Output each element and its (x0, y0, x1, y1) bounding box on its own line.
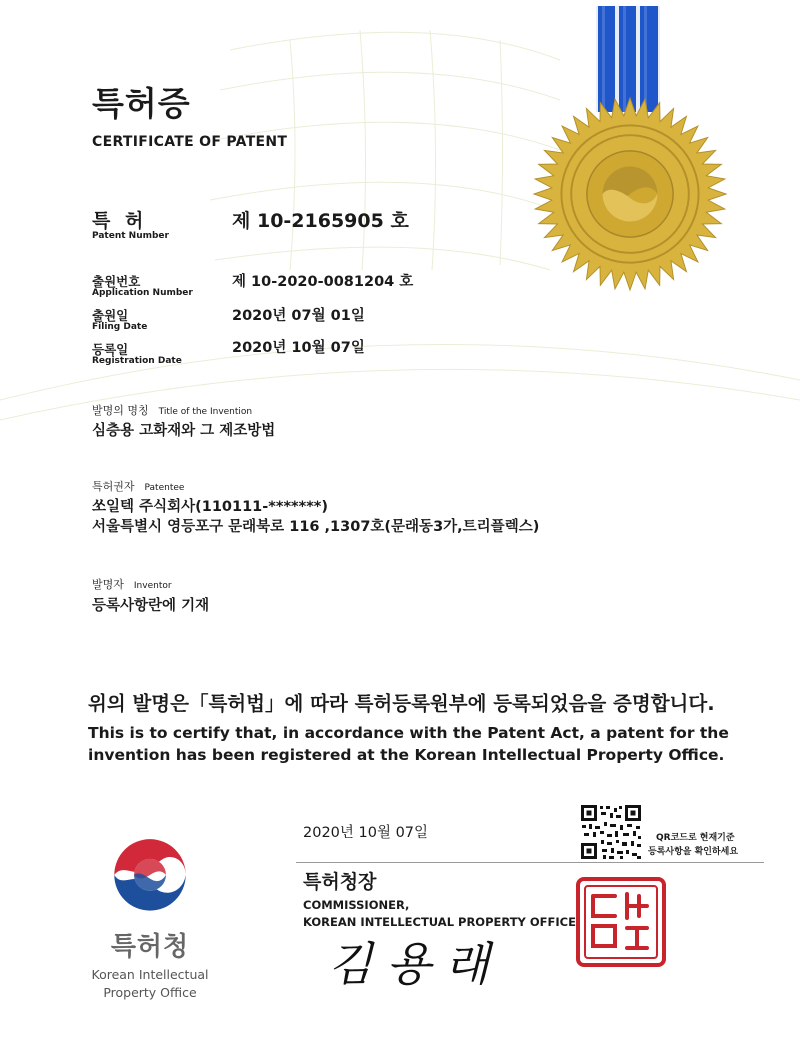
application-number-label: 출원번호 (92, 274, 141, 289)
qr-code-icon[interactable] (580, 804, 642, 860)
invention-title-label-en: Title of the Invention (158, 407, 253, 417)
issue-date: 2020년 10월 07일 (303, 825, 429, 841)
commissioner-signature: 김용래 (328, 937, 504, 991)
inventor-label-ko: 발명자 (92, 578, 124, 591)
kipo-name-en (78, 966, 222, 1002)
certificate-title-ko: 특허증 (92, 84, 191, 123)
certification-text-ko: 위의 발명은「특허법」에 따라 특허등록원부에 등록되었음을 증명합니다. (88, 692, 715, 715)
inventor-label-en: Inventor (133, 581, 172, 591)
invention-title-label-ko: 발명의 명칭 (92, 404, 149, 417)
certificate-title-en: CERTIFICATE OF PATENT (92, 134, 288, 150)
patentee-name: 쏘일텍 주식회사(110111-*******) (92, 499, 328, 515)
filing-date-label: 출원일 (92, 308, 129, 323)
patentee-label (92, 478, 184, 494)
patent-number-label-en: Patent Number (92, 231, 169, 241)
filing-date-value: 2020년 07월 01일 (232, 308, 365, 324)
invention-title-value: 심층용 고화재와 그 제조방법 (92, 423, 276, 439)
qr-note-line-2: 등록사항을 확인하세요 (648, 847, 739, 857)
commissioner-title-en-1: COMMISSIONER, (303, 898, 410, 912)
commissioner-title-ko: 특허청장 (303, 871, 377, 893)
patentee-label-en: Patentee (144, 483, 185, 493)
application-number-label-en: Application Number (92, 288, 193, 298)
kipo-name-en-line-2: Property Office (103, 985, 197, 1000)
patent-number-value: 제 10-2165905 호 (232, 210, 409, 232)
gold-seal-medal-icon (532, 96, 728, 292)
inventor-label (92, 576, 172, 592)
kipo-taegeuk-logo-icon (103, 826, 197, 920)
qr-note (648, 831, 738, 859)
certification-text-en: This is to certify that, in accordance with the Patent Act, a patent for the invention has been registered at the Korean Intellectual Property Office. (88, 724, 729, 764)
qr-note-line-1: QR코드로 현재기준 (656, 833, 735, 843)
patentee-label-ko: 특허권자 (92, 480, 135, 493)
kipo-name-ko: 특허청 (110, 932, 190, 962)
invention-title-label (92, 402, 252, 418)
signature-divider (296, 862, 764, 863)
patentee-address: 서울특별시 영등포구 문래북로 116 ,1307호(문래동3가,트리플렉스) (92, 519, 540, 535)
filing-date-label-en: Filing Date (92, 322, 148, 332)
registration-date-label: 등록일 (92, 342, 129, 357)
patent-number-label: 특 허 (92, 210, 148, 232)
official-red-stamp-icon (575, 876, 667, 968)
kipo-name-en-line-1: Korean Intellectual (91, 967, 209, 982)
commissioner-title-en-2: KOREAN INTELLECTUAL PROPERTY OFFICE (303, 915, 576, 929)
registration-date-value: 2020년 10월 07일 (232, 340, 365, 356)
registration-date-label-en: Registration Date (92, 356, 182, 366)
inventor-value: 등록사항란에 기재 (92, 598, 210, 614)
application-number-value: 제 10-2020-0081204 호 (232, 274, 414, 290)
